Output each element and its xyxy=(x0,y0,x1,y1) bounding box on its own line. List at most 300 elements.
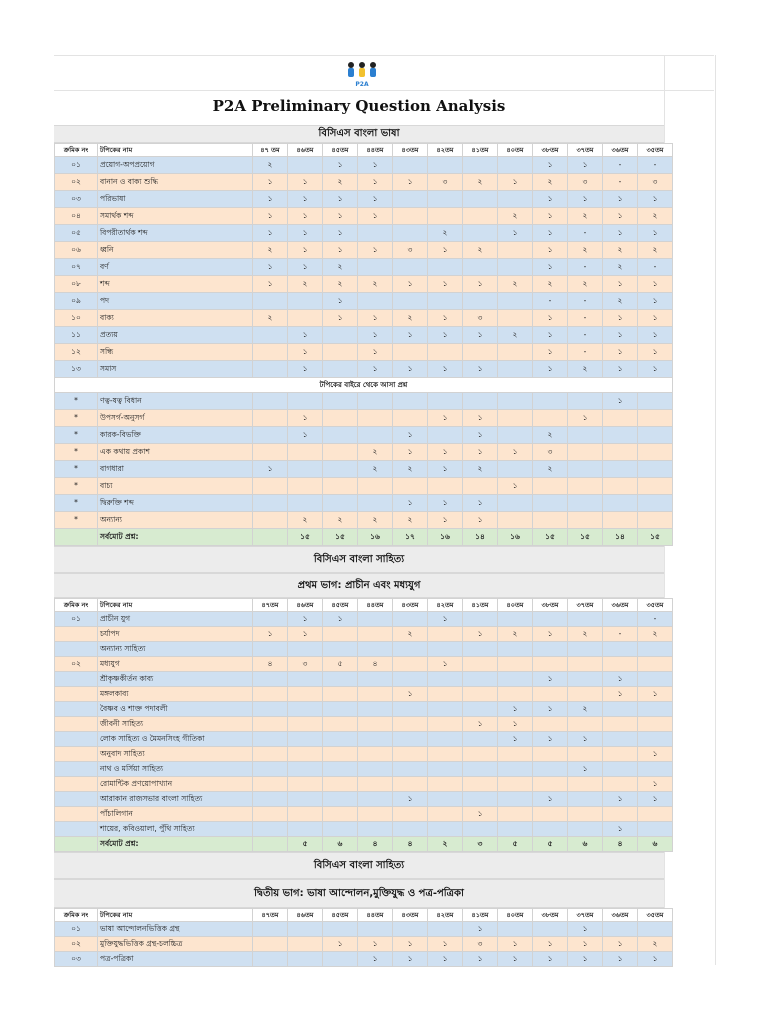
value-cell: ১ xyxy=(533,157,568,174)
value-cell xyxy=(288,310,323,327)
value-cell xyxy=(638,762,673,777)
value-cell: ১ xyxy=(638,792,673,807)
value-cell: ১ xyxy=(358,242,393,259)
value-cell: ১ xyxy=(323,242,358,259)
value-cell xyxy=(498,259,533,276)
value-cell: ১৫ xyxy=(288,529,323,546)
value-cell: ১ xyxy=(463,410,498,427)
value-cell xyxy=(288,807,323,822)
value-cell xyxy=(358,293,393,310)
value-cell: ১ xyxy=(568,762,603,777)
value-cell: ৪১তম xyxy=(463,599,498,612)
value-cell xyxy=(288,747,323,762)
value-cell: ৫ xyxy=(498,837,533,852)
value-cell: ১ xyxy=(533,208,568,225)
value-cell: ২ xyxy=(533,276,568,293)
value-cell: ১ xyxy=(603,952,638,967)
table-row xyxy=(55,242,673,259)
value-cell: ১ xyxy=(568,922,603,937)
value-cell xyxy=(288,495,323,512)
value-cell: ১ xyxy=(603,687,638,702)
topic-cell: অনুবাদ সাহিত্য xyxy=(98,747,253,762)
value-cell xyxy=(463,225,498,242)
value-cell xyxy=(603,478,638,495)
table-row xyxy=(55,327,673,344)
value-cell xyxy=(393,157,428,174)
value-cell xyxy=(253,612,288,627)
value-cell xyxy=(393,807,428,822)
value-cell: ৩ xyxy=(463,937,498,952)
serial-cell xyxy=(55,762,98,777)
value-cell xyxy=(428,807,463,822)
value-cell xyxy=(288,642,323,657)
value-cell: ১ xyxy=(393,174,428,191)
value-cell xyxy=(603,427,638,444)
value-cell: ২ xyxy=(603,242,638,259)
value-cell: ২ xyxy=(603,293,638,310)
section-2-title: বিসিএস বাংলা সাহিত্য xyxy=(54,546,664,573)
table-row xyxy=(55,361,673,378)
value-cell: ১ xyxy=(603,937,638,952)
value-cell xyxy=(533,717,568,732)
value-cell: ২ xyxy=(323,259,358,276)
topic-cell: আরাকান রাজসভার বাংলা সাহিত্য xyxy=(98,792,253,807)
value-cell: ৪০তম xyxy=(498,599,533,612)
serial-cell: * xyxy=(55,410,98,427)
value-cell xyxy=(393,259,428,276)
value-cell xyxy=(568,687,603,702)
value-cell xyxy=(288,822,323,837)
topic-cell: বৈষ্ণব ও শাক্ত পদাবলী xyxy=(98,702,253,717)
value-cell: ৩ xyxy=(463,837,498,852)
value-cell xyxy=(358,777,393,792)
serial-cell: ০৯ xyxy=(55,293,98,310)
serial-cell: ১৩ xyxy=(55,361,98,378)
value-cell xyxy=(358,792,393,807)
topic-cell: বর্ণ xyxy=(98,259,253,276)
table-row xyxy=(55,822,673,837)
value-cell xyxy=(568,807,603,822)
value-cell: ১ xyxy=(358,191,393,208)
subsection-title: টপিকের বাইরে থেকে আসা প্রশ্ন xyxy=(55,378,673,393)
value-cell xyxy=(498,777,533,792)
value-cell: ১ xyxy=(288,344,323,361)
value-cell: ১ xyxy=(428,952,463,967)
value-cell: ১ xyxy=(498,174,533,191)
value-cell: ২ xyxy=(498,327,533,344)
topic-cell: অন্যান্য xyxy=(98,512,253,529)
value-cell: ২ xyxy=(498,276,533,293)
value-cell xyxy=(603,777,638,792)
value-cell xyxy=(358,762,393,777)
value-cell: ১ xyxy=(533,732,568,747)
value-cell xyxy=(638,495,673,512)
value-cell xyxy=(358,410,393,427)
value-cell: ৪৫তম xyxy=(323,599,358,612)
serial-cell: ক্রমিক নং xyxy=(55,144,98,157)
value-cell: ২ xyxy=(568,361,603,378)
topic-cell: দ্বিরুক্তি শব্দ xyxy=(98,495,253,512)
value-cell: ১ xyxy=(428,612,463,627)
value-cell: ৪১তম xyxy=(463,909,498,922)
value-cell: ১৫ xyxy=(638,529,673,546)
value-cell xyxy=(638,444,673,461)
value-cell: ১৬ xyxy=(358,529,393,546)
value-cell: - xyxy=(638,612,673,627)
value-cell: ১ xyxy=(603,792,638,807)
value-cell: ৪৭তম xyxy=(253,909,288,922)
value-cell xyxy=(393,762,428,777)
value-cell xyxy=(498,495,533,512)
value-cell: ১ xyxy=(463,627,498,642)
value-cell: ১৬ xyxy=(428,529,463,546)
value-cell: ৩৫তম xyxy=(638,909,673,922)
value-cell: ১ xyxy=(603,344,638,361)
value-cell xyxy=(428,642,463,657)
value-cell xyxy=(638,512,673,529)
value-cell xyxy=(568,642,603,657)
value-cell: ১ xyxy=(638,687,673,702)
value-cell: ১ xyxy=(638,361,673,378)
table-row xyxy=(55,208,673,225)
value-cell: ২ xyxy=(253,310,288,327)
serial-cell: ১০ xyxy=(55,310,98,327)
value-cell: ১ xyxy=(428,495,463,512)
value-cell xyxy=(323,344,358,361)
value-cell: ১৫ xyxy=(533,529,568,546)
value-cell xyxy=(498,657,533,672)
header-row xyxy=(55,909,673,922)
value-cell xyxy=(253,952,288,967)
value-cell xyxy=(323,747,358,762)
value-cell xyxy=(358,732,393,747)
value-cell: ১ xyxy=(463,717,498,732)
topic-cell: কারক-বিভক্তি xyxy=(98,427,253,444)
value-cell: ১ xyxy=(603,208,638,225)
value-cell xyxy=(323,702,358,717)
table-row xyxy=(55,310,673,327)
topic-cell: উপসর্গ-অনুসর্গ xyxy=(98,410,253,427)
serial-cell: ১২ xyxy=(55,344,98,361)
serial-cell xyxy=(55,717,98,732)
value-cell: ২ xyxy=(358,461,393,478)
value-cell xyxy=(393,225,428,242)
value-cell: ১ xyxy=(533,952,568,967)
value-cell: ১৪ xyxy=(463,529,498,546)
serial-cell: ০৩ xyxy=(55,191,98,208)
value-cell xyxy=(463,792,498,807)
topic-cell: মুক্তিযুদ্ধভিত্তিক গ্রন্থ-চলচ্চিত্র xyxy=(98,937,253,952)
value-cell xyxy=(393,612,428,627)
value-cell xyxy=(533,922,568,937)
serial-cell: * xyxy=(55,427,98,444)
value-cell: ৪৪তম xyxy=(358,909,393,922)
value-cell: ১ xyxy=(568,952,603,967)
value-cell: ১ xyxy=(288,174,323,191)
table-row xyxy=(55,702,673,717)
value-cell: ১ xyxy=(533,191,568,208)
value-cell xyxy=(463,191,498,208)
value-cell xyxy=(288,777,323,792)
value-cell xyxy=(253,410,288,427)
value-cell: ১ xyxy=(533,361,568,378)
value-cell xyxy=(253,642,288,657)
value-cell: ১ xyxy=(463,427,498,444)
value-cell: ৩৭তম xyxy=(568,599,603,612)
value-cell: ৪৩তম xyxy=(393,599,428,612)
value-cell xyxy=(428,293,463,310)
serial-cell xyxy=(55,627,98,642)
value-cell: ৬ xyxy=(323,837,358,852)
topic-cell: টপিকের নাম xyxy=(98,909,253,922)
value-cell: ১ xyxy=(498,444,533,461)
value-cell: ১ xyxy=(638,777,673,792)
value-cell: ১ xyxy=(288,361,323,378)
table-row xyxy=(55,393,673,410)
value-cell: ২ xyxy=(358,444,393,461)
value-cell: ১ xyxy=(358,361,393,378)
value-cell xyxy=(498,191,533,208)
total-row xyxy=(55,529,673,546)
value-cell: ২ xyxy=(323,276,358,293)
topic-cell: বাগধারা xyxy=(98,461,253,478)
value-cell xyxy=(358,807,393,822)
topic-cell: পদ xyxy=(98,293,253,310)
value-cell xyxy=(428,747,463,762)
topic-cell: শ্রীকৃষ্ণকীর্তন কাব্য xyxy=(98,672,253,687)
serial-cell: ০৭ xyxy=(55,259,98,276)
value-cell: ১ xyxy=(463,444,498,461)
value-cell xyxy=(323,922,358,937)
value-cell xyxy=(428,717,463,732)
value-cell xyxy=(253,478,288,495)
value-cell: ৩৮তম xyxy=(533,909,568,922)
value-cell xyxy=(288,792,323,807)
value-cell xyxy=(428,792,463,807)
value-cell xyxy=(568,461,603,478)
value-cell xyxy=(533,747,568,762)
value-cell: ৪২তম xyxy=(428,144,463,157)
value-cell xyxy=(498,512,533,529)
value-cell xyxy=(253,495,288,512)
value-cell: ১ xyxy=(568,732,603,747)
value-cell: ২ xyxy=(498,627,533,642)
value-cell xyxy=(498,427,533,444)
value-cell xyxy=(533,657,568,672)
value-cell: ৪ xyxy=(603,837,638,852)
value-cell: ২ xyxy=(288,276,323,293)
value-cell xyxy=(323,461,358,478)
value-cell xyxy=(463,732,498,747)
value-cell xyxy=(498,762,533,777)
value-cell: ১ xyxy=(428,461,463,478)
table-row xyxy=(55,642,673,657)
value-cell xyxy=(288,393,323,410)
serial-cell: ০২ xyxy=(55,657,98,672)
subsection-row xyxy=(55,378,673,393)
page-title: P2A Preliminary Question Analysis xyxy=(212,97,506,115)
value-cell xyxy=(393,747,428,762)
value-cell: ১ xyxy=(323,293,358,310)
value-cell xyxy=(288,922,323,937)
value-cell: ২ xyxy=(323,174,358,191)
value-cell: ১ xyxy=(638,344,673,361)
value-cell: - xyxy=(638,157,673,174)
value-cell: - xyxy=(533,293,568,310)
value-cell: ১ xyxy=(638,952,673,967)
value-cell xyxy=(288,478,323,495)
value-cell xyxy=(638,657,673,672)
value-cell xyxy=(288,444,323,461)
topic-cell: ণত্ব-ষত্ব বিধান xyxy=(98,393,253,410)
value-cell xyxy=(323,717,358,732)
topic-cell: সমাস xyxy=(98,361,253,378)
topic-cell: প্রাচীন যুগ xyxy=(98,612,253,627)
value-cell xyxy=(498,792,533,807)
value-cell: ২ xyxy=(638,242,673,259)
table-row xyxy=(55,174,673,191)
value-cell xyxy=(428,191,463,208)
value-cell xyxy=(568,512,603,529)
value-cell: ৪ xyxy=(253,657,288,672)
value-cell xyxy=(253,344,288,361)
value-cell: - xyxy=(638,259,673,276)
value-cell xyxy=(638,822,673,837)
value-cell xyxy=(323,687,358,702)
serial-cell: ক্রমিক নং xyxy=(55,599,98,612)
value-cell xyxy=(323,807,358,822)
value-cell: ১ xyxy=(358,937,393,952)
value-cell xyxy=(358,225,393,242)
value-cell xyxy=(393,208,428,225)
value-cell: ১ xyxy=(323,208,358,225)
value-cell xyxy=(323,427,358,444)
value-cell xyxy=(463,259,498,276)
serial-cell xyxy=(55,792,98,807)
total-row xyxy=(55,837,673,852)
title-row xyxy=(54,90,714,125)
serial-cell xyxy=(55,747,98,762)
value-cell xyxy=(358,747,393,762)
value-cell: ৩ xyxy=(463,310,498,327)
table-bangla-language xyxy=(54,143,673,546)
value-cell xyxy=(358,427,393,444)
value-cell xyxy=(463,672,498,687)
value-cell: ১ xyxy=(323,191,358,208)
value-cell: ১ xyxy=(288,327,323,344)
value-cell xyxy=(393,393,428,410)
serial-cell xyxy=(55,837,98,852)
value-cell xyxy=(533,762,568,777)
value-cell: ১ xyxy=(533,672,568,687)
topic-cell: বিপরীতার্থক শব্দ xyxy=(98,225,253,242)
value-cell: ১ xyxy=(393,495,428,512)
serial-cell: ০১ xyxy=(55,612,98,627)
value-cell xyxy=(638,702,673,717)
value-cell xyxy=(568,657,603,672)
value-cell xyxy=(393,657,428,672)
value-cell: - xyxy=(603,627,638,642)
value-cell xyxy=(428,259,463,276)
value-cell: ২ xyxy=(393,461,428,478)
value-cell xyxy=(428,922,463,937)
value-cell: ১ xyxy=(603,276,638,293)
serial-cell xyxy=(55,777,98,792)
topic-cell: সমার্থক শব্দ xyxy=(98,208,253,225)
value-cell xyxy=(603,612,638,627)
value-cell: ৩৫তম xyxy=(638,599,673,612)
value-cell xyxy=(358,478,393,495)
value-cell: ১ xyxy=(603,310,638,327)
value-cell: ১ xyxy=(533,310,568,327)
value-cell: ২ xyxy=(568,627,603,642)
value-cell: ১ xyxy=(358,327,393,344)
value-cell: ৪ xyxy=(358,657,393,672)
value-cell: ৪৩তম xyxy=(393,144,428,157)
value-cell: ৬ xyxy=(638,837,673,852)
value-cell: ২ xyxy=(428,837,463,852)
value-cell: ৪৪তম xyxy=(358,144,393,157)
value-cell xyxy=(568,717,603,732)
value-cell xyxy=(533,822,568,837)
value-cell: ২ xyxy=(638,627,673,642)
value-cell xyxy=(253,777,288,792)
header-row xyxy=(55,599,673,612)
value-cell xyxy=(428,427,463,444)
value-cell: ২ xyxy=(463,242,498,259)
value-cell: ২ xyxy=(393,512,428,529)
value-cell: - xyxy=(568,310,603,327)
value-cell: ১ xyxy=(393,952,428,967)
table-row xyxy=(55,461,673,478)
value-cell xyxy=(603,512,638,529)
value-cell xyxy=(323,393,358,410)
value-cell xyxy=(568,393,603,410)
value-cell xyxy=(568,822,603,837)
value-cell xyxy=(533,687,568,702)
table-row xyxy=(55,952,673,967)
table-row xyxy=(55,792,673,807)
value-cell: ১ xyxy=(323,157,358,174)
serial-cell: ১১ xyxy=(55,327,98,344)
value-cell xyxy=(533,642,568,657)
value-cell xyxy=(428,687,463,702)
value-cell: ১ xyxy=(253,276,288,293)
table-row xyxy=(55,732,673,747)
table-row xyxy=(55,612,673,627)
value-cell xyxy=(638,642,673,657)
value-cell xyxy=(533,777,568,792)
value-cell xyxy=(498,157,533,174)
value-cell: ৪৫তম xyxy=(323,909,358,922)
value-cell xyxy=(253,792,288,807)
serial-cell: ০৫ xyxy=(55,225,98,242)
section-3-subtitle: দ্বিতীয় ভাগ: ভাষা আন্দোলন,মুক্তিযুদ্ধ ও পত্র-পত্রিকা xyxy=(54,879,664,908)
value-cell: ১ xyxy=(568,937,603,952)
value-cell: ১ xyxy=(463,361,498,378)
value-cell xyxy=(568,478,603,495)
value-cell xyxy=(603,732,638,747)
value-cell xyxy=(568,792,603,807)
topic-cell: প্রয়োগ-অপপ্রয়োগ xyxy=(98,157,253,174)
value-cell xyxy=(498,310,533,327)
value-cell: ১ xyxy=(253,259,288,276)
value-cell: ৫ xyxy=(323,657,358,672)
value-cell: ১ xyxy=(533,792,568,807)
value-cell xyxy=(393,478,428,495)
value-cell xyxy=(428,702,463,717)
value-cell: ২ xyxy=(463,461,498,478)
